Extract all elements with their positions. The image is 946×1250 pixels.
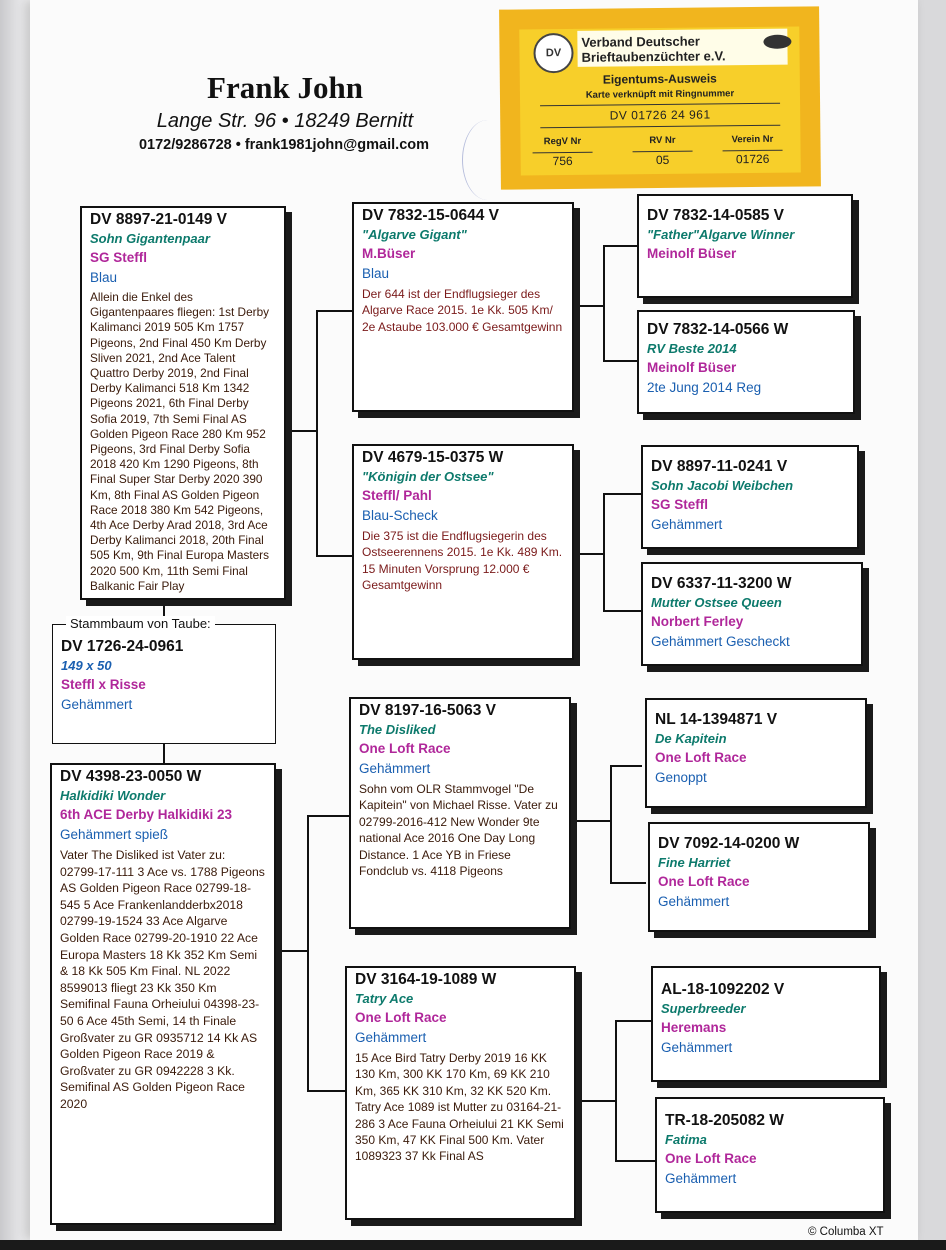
breeder: SG Steffl	[90, 250, 148, 265]
owner-address: Lange Str. 96 • 18249 Bernitt	[156, 110, 414, 132]
ring-number: DV 8897-21-0149 V	[90, 211, 228, 228]
performance-notes: Sohn vom OLR Stammvogel "De Kapitein" von Michael Risse. Vater zu 02799-2016-412 New Wonder 9te national Ace 2016 One Day Long Distance. 1 Ace YB in Friese Fondclub vs. 4118 Pigeons	[359, 782, 558, 879]
connector	[615, 1160, 655, 1162]
card-ring-number: DV 01726 24 961	[609, 107, 711, 123]
breeder: Meinolf Büser	[647, 246, 737, 261]
card-verein	[722, 134, 782, 167]
connector	[575, 553, 603, 555]
plumage: Gehämmert	[665, 1171, 737, 1186]
breeder: M.Büser	[362, 246, 416, 261]
breeder: One Loft Race	[665, 1151, 757, 1166]
card-title: Eigentums-Ausweis	[602, 71, 717, 87]
performance-notes: Vater The Disliked ist Vater zu: 02799-17-111 3 Ace vs. 1788 Pigeons AS Golden Pigeon Race 02799-18-545 5 Ace Frankenlandderbx2018 02799-19-1524 33 Ace Algarve Golden Race 02799-20-1910 22 Ace Europa Masters 18 Kk 352 Km Semi & 18 Kk 505 Km Final. NL 2022 8599013 fliegt 23 Kk 350 Km Semifinal Fauna Orheiului 04398-23-50 6 Ace 45th Semi, 14 th Finale Großvater zu GR 0935712 14 Kk AS Golden Pigeon Race 2019 & Großvater zu GR 0942228 3 Kk. Semifinal AS Golden Pigeon Race 2020	[60, 848, 265, 1111]
plumage: Genoppt	[655, 770, 707, 785]
card-verein-label: Verein Nr	[731, 133, 774, 146]
breeder: Steffl/ Pahl	[362, 488, 432, 503]
connector	[574, 305, 604, 307]
connector	[615, 1020, 617, 1162]
breeder: Steffl x Risse	[61, 677, 146, 692]
connector	[603, 360, 637, 362]
pigeon-name: RV Beste 2014	[647, 341, 737, 356]
connector	[603, 493, 641, 495]
owner-contact: 0172/9286728 • frank1981john@gmail.com	[138, 137, 430, 153]
breeder: One Loft Race	[359, 741, 451, 756]
pedigree-box-fm	[352, 444, 574, 660]
ring-number: DV 4398-23-0050 W	[60, 768, 202, 785]
connector	[610, 882, 646, 884]
card-rv-label: RV Nr	[649, 134, 676, 147]
sleeve-edge	[0, 0, 34, 1240]
ring-number: DV 7092-14-0200 W	[658, 835, 800, 852]
pedigree-box-subject	[52, 624, 276, 744]
association-name: Verband Deutscher Brieftaubenzüchter e.V.	[581, 33, 726, 65]
pigeon-name: "Father"Algarve Winner	[647, 227, 795, 242]
bottom-bar	[0, 1240, 946, 1250]
pedigree-box-mmf	[651, 966, 881, 1082]
ownership-card-inner	[519, 27, 801, 176]
plumage: Gehämmert	[355, 1030, 427, 1045]
pigeon-name: "Königin der Ostsee"	[362, 469, 494, 484]
pedigree-box-father	[80, 206, 286, 600]
pigeon-name: Sohn Gigantenpaar	[90, 231, 210, 246]
connector	[307, 815, 309, 1090]
performance-notes: Die 375 ist die Endflugsiegerin des Ostseerennens 2015. 1e Kk. 489 Km. 15 Minuten Vorsprung 12.000 € Gesamtgewinn	[362, 529, 563, 593]
ring-number: DV 6337-11-3200 W	[651, 575, 792, 592]
card-regv-label: RegV Nr	[543, 135, 582, 148]
pedigree-box-mm	[345, 966, 576, 1220]
connector	[610, 765, 642, 767]
ring-number: DV 7832-15-0644 V	[362, 207, 500, 224]
pigeon-name: Mutter Ostsee Queen	[651, 595, 782, 610]
connector	[576, 1100, 616, 1102]
pedigree-box-ffm	[637, 310, 855, 414]
ownership-card	[499, 6, 821, 189]
plumage: Gehämmert	[61, 697, 133, 712]
ring-number: DV 4679-15-0375 W	[362, 449, 504, 466]
card-rv-value: 05	[633, 151, 693, 168]
pigeon-name: Halkidiki Wonder	[60, 788, 166, 803]
pigeon-name: Fatima	[665, 1132, 707, 1147]
breeder: One Loft Race	[655, 750, 747, 765]
pigeon-name: Tatry Ace	[355, 991, 414, 1006]
connector	[286, 430, 316, 432]
pedigree-box-mff	[645, 698, 867, 808]
ring-number: DV 3164-19-1089 W	[355, 971, 497, 988]
card-verein-value: 01726	[723, 150, 783, 167]
pedigree-box-mf	[349, 697, 571, 929]
copyright: © Columba XT	[808, 1226, 884, 1238]
connector	[603, 245, 637, 247]
plumage: Gehämmert	[359, 761, 431, 776]
breeder: One Loft Race	[658, 874, 750, 889]
plumage: Blau-Scheck	[362, 508, 438, 523]
pigeon-name: Fine Harriet	[658, 855, 731, 870]
connector	[603, 610, 641, 612]
plumage: Gehämmert	[661, 1040, 733, 1055]
card-subtitle: Karte verknüpft mit Ringnummer	[585, 88, 735, 101]
pedigree-box-mmm	[655, 1097, 885, 1213]
performance-notes: Der 644 ist der Endflugsieger des Algarve Race 2015. 1e Kk. 505 Km/ 2e Astaube 103.000 € Gesamtgewinn	[362, 287, 563, 334]
ring-number: AL-18-1092202 V	[661, 981, 785, 998]
pedigree-box-fmm	[641, 562, 863, 666]
card-divider	[540, 103, 780, 107]
pedigree-box-mother	[50, 763, 276, 1225]
plumage: Blau	[90, 270, 118, 285]
pigeon-name: Superbreeder	[661, 1001, 746, 1016]
ring-number: TR-18-205082 W	[665, 1112, 784, 1129]
ring-number: DV 7832-14-0585 V	[647, 207, 785, 224]
connector	[615, 1020, 651, 1022]
stammbaum-label: Stammbaum von Taube:	[66, 616, 215, 631]
card-rv	[632, 135, 692, 168]
pigeon-name: "Algarve Gigant"	[362, 227, 467, 242]
card-regv	[532, 136, 592, 169]
ring-number: NL 14-1394871 V	[655, 711, 778, 728]
ring-number: DV 8897-11-0241 V	[651, 458, 788, 475]
connector	[276, 950, 308, 952]
pedigree-box-ff	[352, 202, 574, 412]
connector	[571, 820, 611, 822]
breeder: SG Steffl	[651, 497, 709, 512]
plumage: Gehämmert	[651, 517, 723, 532]
plumage: Blau	[362, 266, 390, 281]
connector	[610, 765, 612, 883]
connector	[307, 815, 349, 817]
association-logo-icon: DV	[533, 33, 573, 73]
plumage: Gehämmert Gescheckt	[651, 634, 790, 649]
ring-number: DV 7832-14-0566 W	[647, 321, 789, 338]
breeder: 6th ACE Derby Halkidiki 23	[60, 807, 233, 822]
pigeon-name: Sohn Jacobi Weibchen	[651, 478, 794, 493]
pedigree-box-fff	[637, 194, 853, 298]
breeder: Meinolf Büser	[647, 360, 737, 375]
ring-number: DV 8197-16-5063 V	[359, 702, 497, 719]
ring-number: DV 1726-24-0961	[61, 638, 184, 655]
connector	[603, 245, 605, 361]
pedigree-box-mfm	[648, 822, 870, 932]
performance-notes: Allein die Enkel des Gigantenpaares fliegen: 1st Derby Kalimanci 2019 505 Km 1757 Pigeons, 2nd Final 450 Km Derby Sliven 2021, 2nd Ace Talent Quattro Derby 2019, 2nd Final Derby Kalimanci 518 Km 1342 Pigeons 2021, 6th Final Derby Sofia 2019, 7th Semi Final AS Golden Pigeon Race 280 Km 952 Pigeons, 3rd Final Derby Sofia 2018 420 Km 1290 Pigeons, 8th Final Super Star Derby 2020 390 Km, 8th Final AS Golden Pigeon Race 2018 380 Km 542 Pigeons, 4th Ace Derby Arad 2018, 3rd Ace Derby Kalimanci 2018, 20th Final 505 Km, 9th Final Europa Masters 2020 500 Km, 11th Semi Final Balkanic Fair Play	[90, 290, 270, 593]
plumage: Gehämmert spieß	[60, 827, 169, 842]
connector	[307, 1090, 345, 1092]
owner-name: Frank John	[207, 70, 363, 105]
breeder: One Loft Race	[355, 1010, 447, 1025]
card-regv-value: 756	[533, 152, 593, 169]
pigeon-name: 149 x 50	[61, 658, 112, 673]
plumage: Gehämmert	[658, 894, 730, 909]
connector	[316, 310, 318, 556]
pedigree-box-fmf	[641, 445, 859, 549]
plumage: 2te Jung 2014 Reg	[647, 380, 762, 395]
breeder: Norbert Ferley	[651, 614, 744, 629]
connector	[316, 310, 352, 312]
connector	[316, 555, 352, 557]
card-divider	[540, 125, 780, 129]
pigeon-name: The Disliked	[359, 722, 436, 737]
connector	[603, 493, 605, 611]
pigeon-name: De Kapitein	[655, 731, 727, 746]
breeder: Heremans	[661, 1020, 727, 1035]
performance-notes: 15 Ace Bird Tatry Derby 2019 16 KK 130 Km, 300 KK 170 Km, 69 KK 210 Km, 365 KK 310 Km, 32 KK 520 Km. Tatry Ace 1089 ist Mutter zu 03164-21-286 3 Ace Fauna Orheiului 21 KK Semi 350 Km, 47 KK Final 500 Km. Vater 1089323 37 Kk Final AS	[355, 1051, 564, 1164]
